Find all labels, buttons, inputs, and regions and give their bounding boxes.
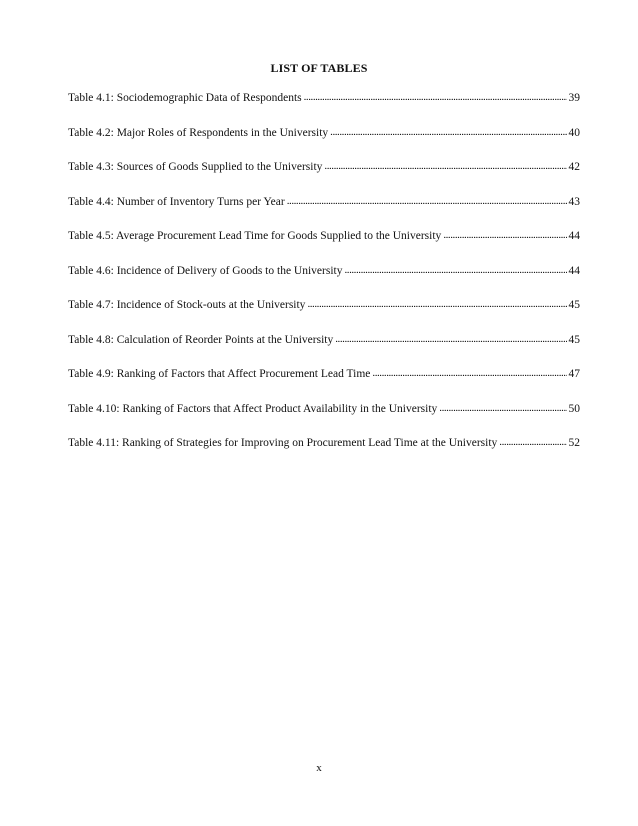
toc-entry-label: Table 4.10: Ranking of Factors that Affect Product Availability in the University: [68, 402, 438, 415]
toc-entry-page: 47: [568, 368, 580, 380]
toc-entry: [68, 265, 580, 300]
dot-leader: [330, 126, 566, 138]
toc-entry-label: Table 4.11: Ranking of Strategies for Improving on Procurement Lead Time at the University: [68, 437, 498, 449]
toc-entry-page: 50: [568, 402, 580, 415]
toc-entry-label: Table 4.5: Average Procurement Lead Time for Goods Supplied to the University: [68, 230, 442, 242]
dot-leader: [304, 91, 567, 103]
dot-leader: [499, 436, 566, 448]
toc-entry: [68, 299, 580, 334]
toc-entry-page: 42: [568, 161, 580, 173]
list-of-tables: [68, 92, 580, 472]
toc-entry-label: Table 4.8: Calculation of Reorder Points at the University: [68, 333, 334, 346]
toc-entry-page: 40: [568, 126, 580, 139]
toc-entry-page: 44: [568, 230, 580, 242]
toc-entry-label: Table 4.2: Major Roles of Respondents in the University: [68, 126, 329, 139]
toc-entry: [68, 127, 580, 162]
toc-entry-label: Table 4.3: Sources of Goods Supplied to the University: [68, 161, 323, 173]
toc-entry-label: Table 4.6: Incidence of Delivery of Goods to the University: [68, 264, 343, 277]
toc-entry: [68, 230, 580, 265]
dot-leader: [324, 160, 566, 172]
toc-entry: [68, 161, 580, 196]
toc-entry: [68, 437, 580, 472]
page-title: LIST OF TABLES: [270, 61, 368, 75]
dot-leader: [439, 402, 566, 414]
toc-entry-page: 39: [568, 92, 580, 104]
dot-leader: [443, 229, 566, 241]
toc-entry-page: 52: [568, 437, 580, 449]
toc-entry: [68, 196, 580, 231]
dot-leader: [287, 195, 567, 207]
dot-leader: [372, 367, 566, 379]
toc-entry-page: 43: [568, 195, 580, 208]
dot-leader: [307, 298, 566, 310]
toc-entry: [68, 368, 580, 403]
toc-entry-label: Table 4.9: Ranking of Factors that Affect Procurement Lead Time: [68, 368, 371, 380]
toc-entry-page: 45: [568, 299, 580, 311]
toc-entry: [68, 403, 580, 438]
toc-entry: [68, 334, 580, 369]
toc-entry-label: Table 4.1: Sociodemographic Data of Respondents: [68, 92, 302, 104]
page-number: x: [316, 762, 322, 774]
toc-entry-label: Table 4.7: Incidence of Stock-outs at the University: [68, 299, 306, 311]
dot-leader: [335, 333, 566, 345]
toc-entry-page: 45: [568, 333, 580, 346]
toc-entry-page: 44: [568, 264, 580, 277]
toc-entry: [68, 92, 580, 127]
toc-entry-label: Table 4.4: Number of Inventory Turns per Year: [68, 195, 285, 208]
dot-leader: [344, 264, 566, 276]
